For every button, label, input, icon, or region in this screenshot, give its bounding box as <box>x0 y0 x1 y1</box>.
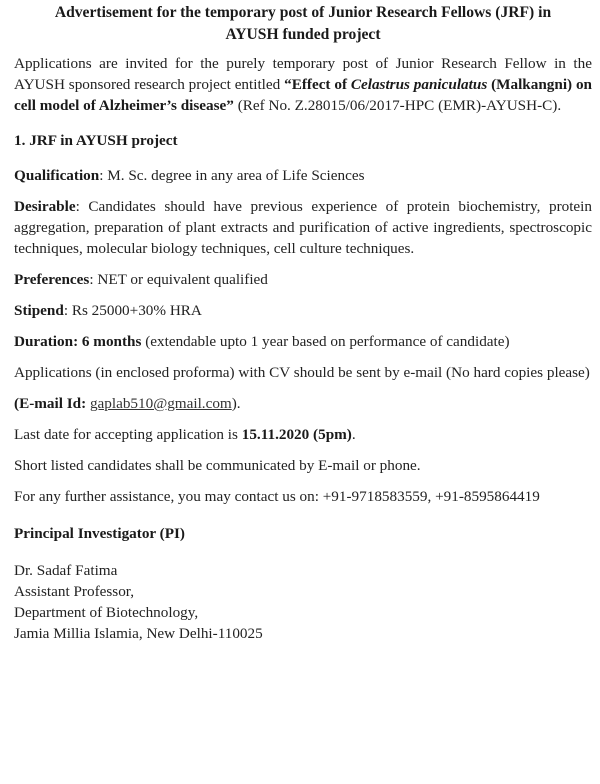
desirable-label: Desirable <box>14 198 76 215</box>
project-title-species: Celastrus paniculatus <box>350 76 488 93</box>
last-date-text: Last date for accepting application is <box>14 426 242 443</box>
stipend-value: : Rs 25000+30% HRA <box>63 302 202 319</box>
pi-address-block <box>14 560 592 644</box>
shortlist-line: Short listed candidates shall be communicated by E-mail or phone. <box>14 457 421 474</box>
preferences-line <box>14 269 592 290</box>
preferences-label: Preferences <box>14 271 90 288</box>
reference-number: (Ref No. Z.28015/06/2017-HPC (EMR)-AYUSH-C). <box>233 97 562 114</box>
document-title <box>14 2 592 46</box>
advertisement-document <box>14 2 592 644</box>
qualification-line <box>14 165 592 186</box>
title-line-2: AYUSH funded project <box>225 26 381 43</box>
email-label: E-mail Id: <box>19 395 90 412</box>
pi-designation: Assistant Professor, <box>14 583 135 600</box>
project-title-open: “Effect of <box>284 76 351 93</box>
pi-department: Department of Biotechnology, <box>14 604 199 621</box>
qualification-value: : M. Sc. degree in any area of Life Sciences <box>99 167 365 184</box>
intro-paragraph <box>14 53 592 116</box>
desirable-value: : Candidates should have previous experience of protein biochemistry, protein aggregation, preparation of plant extracts and purification of active ingredients, spectroscopic techniques, molecular biology techniques, cell culture techniques. <box>14 198 592 257</box>
duration-value: (extendable upto 1 year based on performance of candidate) <box>141 333 510 350</box>
duration-line <box>14 331 592 352</box>
intro-text: Applications are invited for the purely temporary post of Junior Research Fellow in the AYUSH sponsored research project entitled <box>14 55 592 93</box>
desirable-paragraph <box>14 196 592 259</box>
email-close: ). <box>231 395 241 412</box>
last-date-value: 15.11.2020 (5pm) <box>241 426 352 443</box>
stipend-label: Stipend <box>14 302 64 319</box>
pi-name: Dr. Sadaf Fatima <box>14 562 118 579</box>
email-open-paren: ( <box>14 395 20 412</box>
stipend-line <box>14 300 592 321</box>
last-date-line <box>14 424 592 445</box>
duration-label: Duration: 6 months <box>14 333 142 350</box>
applications-paragraph: Applications (in enclosed proforma) with CV should be sent by e-mail (No hard copies please) <box>14 364 590 381</box>
contact-paragraph: For any further assistance, you may contact us on: +91-9718583559, +91-8595864419 <box>14 488 540 505</box>
last-date-end: . <box>351 426 356 443</box>
section-heading-jrf: 1. JRF in AYUSH project <box>14 132 178 149</box>
preferences-value: : NET or equivalent qualified <box>89 271 268 288</box>
qualification-label: Qualification <box>14 167 100 184</box>
pi-institution: Jamia Millia Islamia, New Delhi-110025 <box>14 625 263 642</box>
email-link[interactable]: gaplab510@gmail.com <box>89 395 232 412</box>
pi-heading: Principal Investigator (PI) <box>14 525 185 542</box>
email-line <box>14 393 592 414</box>
title-line-1: Advertisement for the temporary post of Junior Research Fellows (JRF) in <box>54 4 552 21</box>
project-title-close: (Malkangni) on cell model of Alzheimer’s disease” <box>14 76 593 114</box>
